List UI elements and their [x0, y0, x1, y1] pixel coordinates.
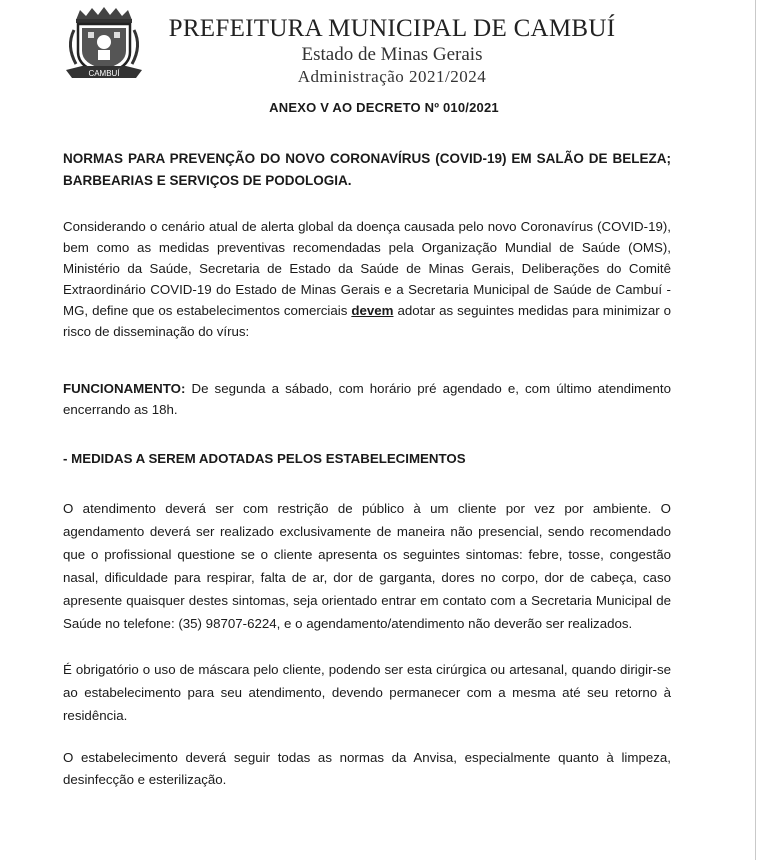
intro-paragraph	[63, 216, 671, 342]
intro-text-after: adotar as seguintes medidas para minimizar o risco de disseminação do vírus:	[63, 303, 671, 339]
functioning-paragraph	[63, 378, 671, 420]
appointment-paragraph: O atendimento deverá ser com restrição de público à um cliente por vez por ambiente. O agendamento deverá ser realizado exclusivamente de maneira não presencial, sendo recomendado que o profissional questione se o cliente apresenta os seguintes sintomas: febre, tosse, congestão nasal, dificuldade para respirar, falta de ar, dor de garganta, dores no corpo, dor de cabeça, caso apresente quaisquer destes sintomas, seja orientado entrar em contato com a Secretaria Municipal de Saúde no telefone: (35) 98707-6224, e o agendamento/atendimento não deverão ser realizados.	[63, 501, 671, 631]
intro-emphasis: devem	[351, 303, 394, 318]
letterhead-titles	[157, 14, 627, 87]
functioning-text: De segunda a sábado, com horário pré agendado e, com último atendimento encerrando as 18h.	[63, 381, 671, 417]
city-hall-title: PREFEITURA MUNICIPAL DE CAMBUÍ	[168, 15, 616, 42]
intro-text-before: Considerando o cenário atual de alerta global da doença causada pelo novo Coronavírus (COVID-19), bem como as medidas preventivas recomendadas pela Organização Mundial de Saúde (OMS), Ministério da Saúde, Secretaria de Estado da Saúde de Minas Gerais, Deliberações do Comitê Extraordinário COVID-19 do Estado de Minas Gerais e a Secretaria Municipal de Saúde de Cambuí - MG, define que os estabelecimentos comerciais	[63, 219, 671, 318]
administration-period: Administração 2021/2024	[297, 67, 487, 86]
anvisa-paragraph: O estabelecimento deverá seguir todas as normas da Anvisa, especialmente quanto à limpeza, desinfecção e esterilização.	[63, 750, 671, 787]
functioning-label: FUNCIONAMENTO:	[63, 381, 186, 396]
state-name: Estado de Minas Gerais	[301, 44, 483, 65]
mask-paragraph: É obrigatório o uso de máscara pelo cliente, podendo ser esta cirúrgica ou artesanal, quando dirigir-se ao estabelecimento para seu atendimento, devendo permanecer com a mesma até seu retorno à residência.	[63, 662, 671, 723]
norms-title: NORMAS PARA PREVENÇÃO DO NOVO CORONAVÍRUS (COVID-19) EM SALÃO DE BELEZA; BARBEARIAS E SERVIÇOS DE PODOLOGIA.	[63, 151, 671, 188]
municipal-crest-icon	[62, 6, 146, 84]
scan-edge-line	[755, 0, 756, 860]
letterhead	[62, 6, 722, 86]
annex-title: ANEXO V AO DECRETO Nº 010/2021	[269, 100, 499, 115]
measures-title: - MEDIDAS A SEREM ADOTADAS PELOS ESTABELECIMENTOS	[63, 451, 466, 466]
svg-text:CAMBUÍ: CAMBUÍ	[88, 69, 120, 78]
